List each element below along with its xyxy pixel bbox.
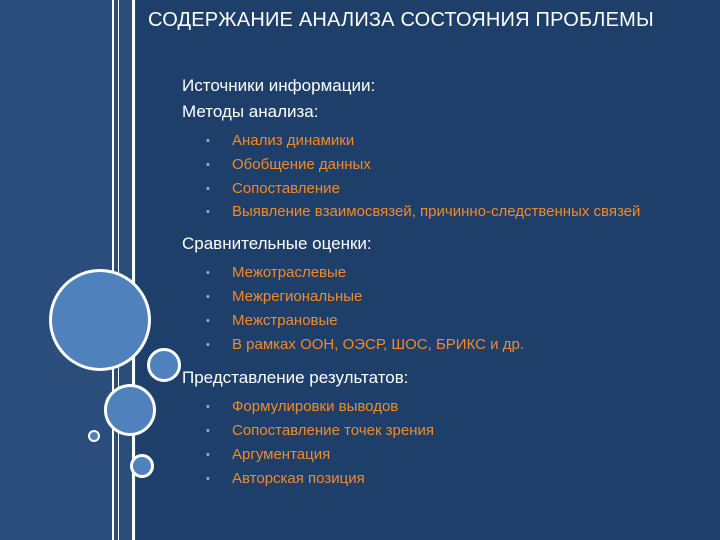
list-item: • Анализ динамики <box>182 129 702 153</box>
decorative-stripe-thin <box>118 0 119 540</box>
bullet-icon: • <box>206 473 210 485</box>
decorative-circle-small <box>130 454 154 478</box>
bullet-icon: • <box>206 206 210 218</box>
list-item: • Формулировки выводов <box>182 395 702 419</box>
bullet-icon: • <box>206 425 210 437</box>
section-heading-comparative: Сравнительные оценки: <box>182 234 372 253</box>
methods-list <box>182 129 702 223</box>
list-item: • Межстрановые <box>182 309 702 333</box>
bullet-icon: • <box>206 135 210 147</box>
section-heading-results: Представление результатов: <box>182 368 409 387</box>
list-item: • Сопоставление <box>182 177 702 201</box>
slide-title: СОДЕРЖАНИЕ АНАЛИЗА СОСТОЯНИЯ ПРОБЛЕМЫ <box>148 9 654 31</box>
bullet-icon: • <box>206 183 210 195</box>
bullet-icon: • <box>206 339 210 351</box>
list-item: • Выявление взаимосвязей, причинно-следственных связей <box>182 201 702 223</box>
list-item: • Межрегиональные <box>182 285 702 309</box>
decorative-circle-large <box>49 269 151 371</box>
bullet-icon: • <box>206 159 210 171</box>
section-heading-sources: Источники информации: <box>182 76 376 95</box>
list-item: • Аргументация <box>182 443 702 467</box>
list-item: • Межотраслевые <box>182 261 702 285</box>
decorative-circle <box>104 384 156 436</box>
slide-content <box>182 73 702 491</box>
list-item: • Сопоставление точек зрения <box>182 419 702 443</box>
bullet-icon: • <box>206 315 210 327</box>
bullet-icon: • <box>206 291 210 303</box>
left-decorative-panel <box>0 0 136 540</box>
decorative-circle-tiny <box>88 430 100 442</box>
list-item: • В рамках ООН, ОЭСР, ШОС, БРИКС и др. <box>182 333 702 357</box>
list-item: • Обобщение данных <box>182 153 702 177</box>
list-item: • Авторская позиция <box>182 467 702 491</box>
results-list <box>182 395 702 491</box>
section-heading-methods: Методы анализа: <box>182 102 319 121</box>
bullet-icon: • <box>206 449 210 461</box>
comparative-list <box>182 261 702 357</box>
bullet-icon: • <box>206 267 210 279</box>
bullet-icon: • <box>206 401 210 413</box>
decorative-circle-medium <box>147 348 181 382</box>
